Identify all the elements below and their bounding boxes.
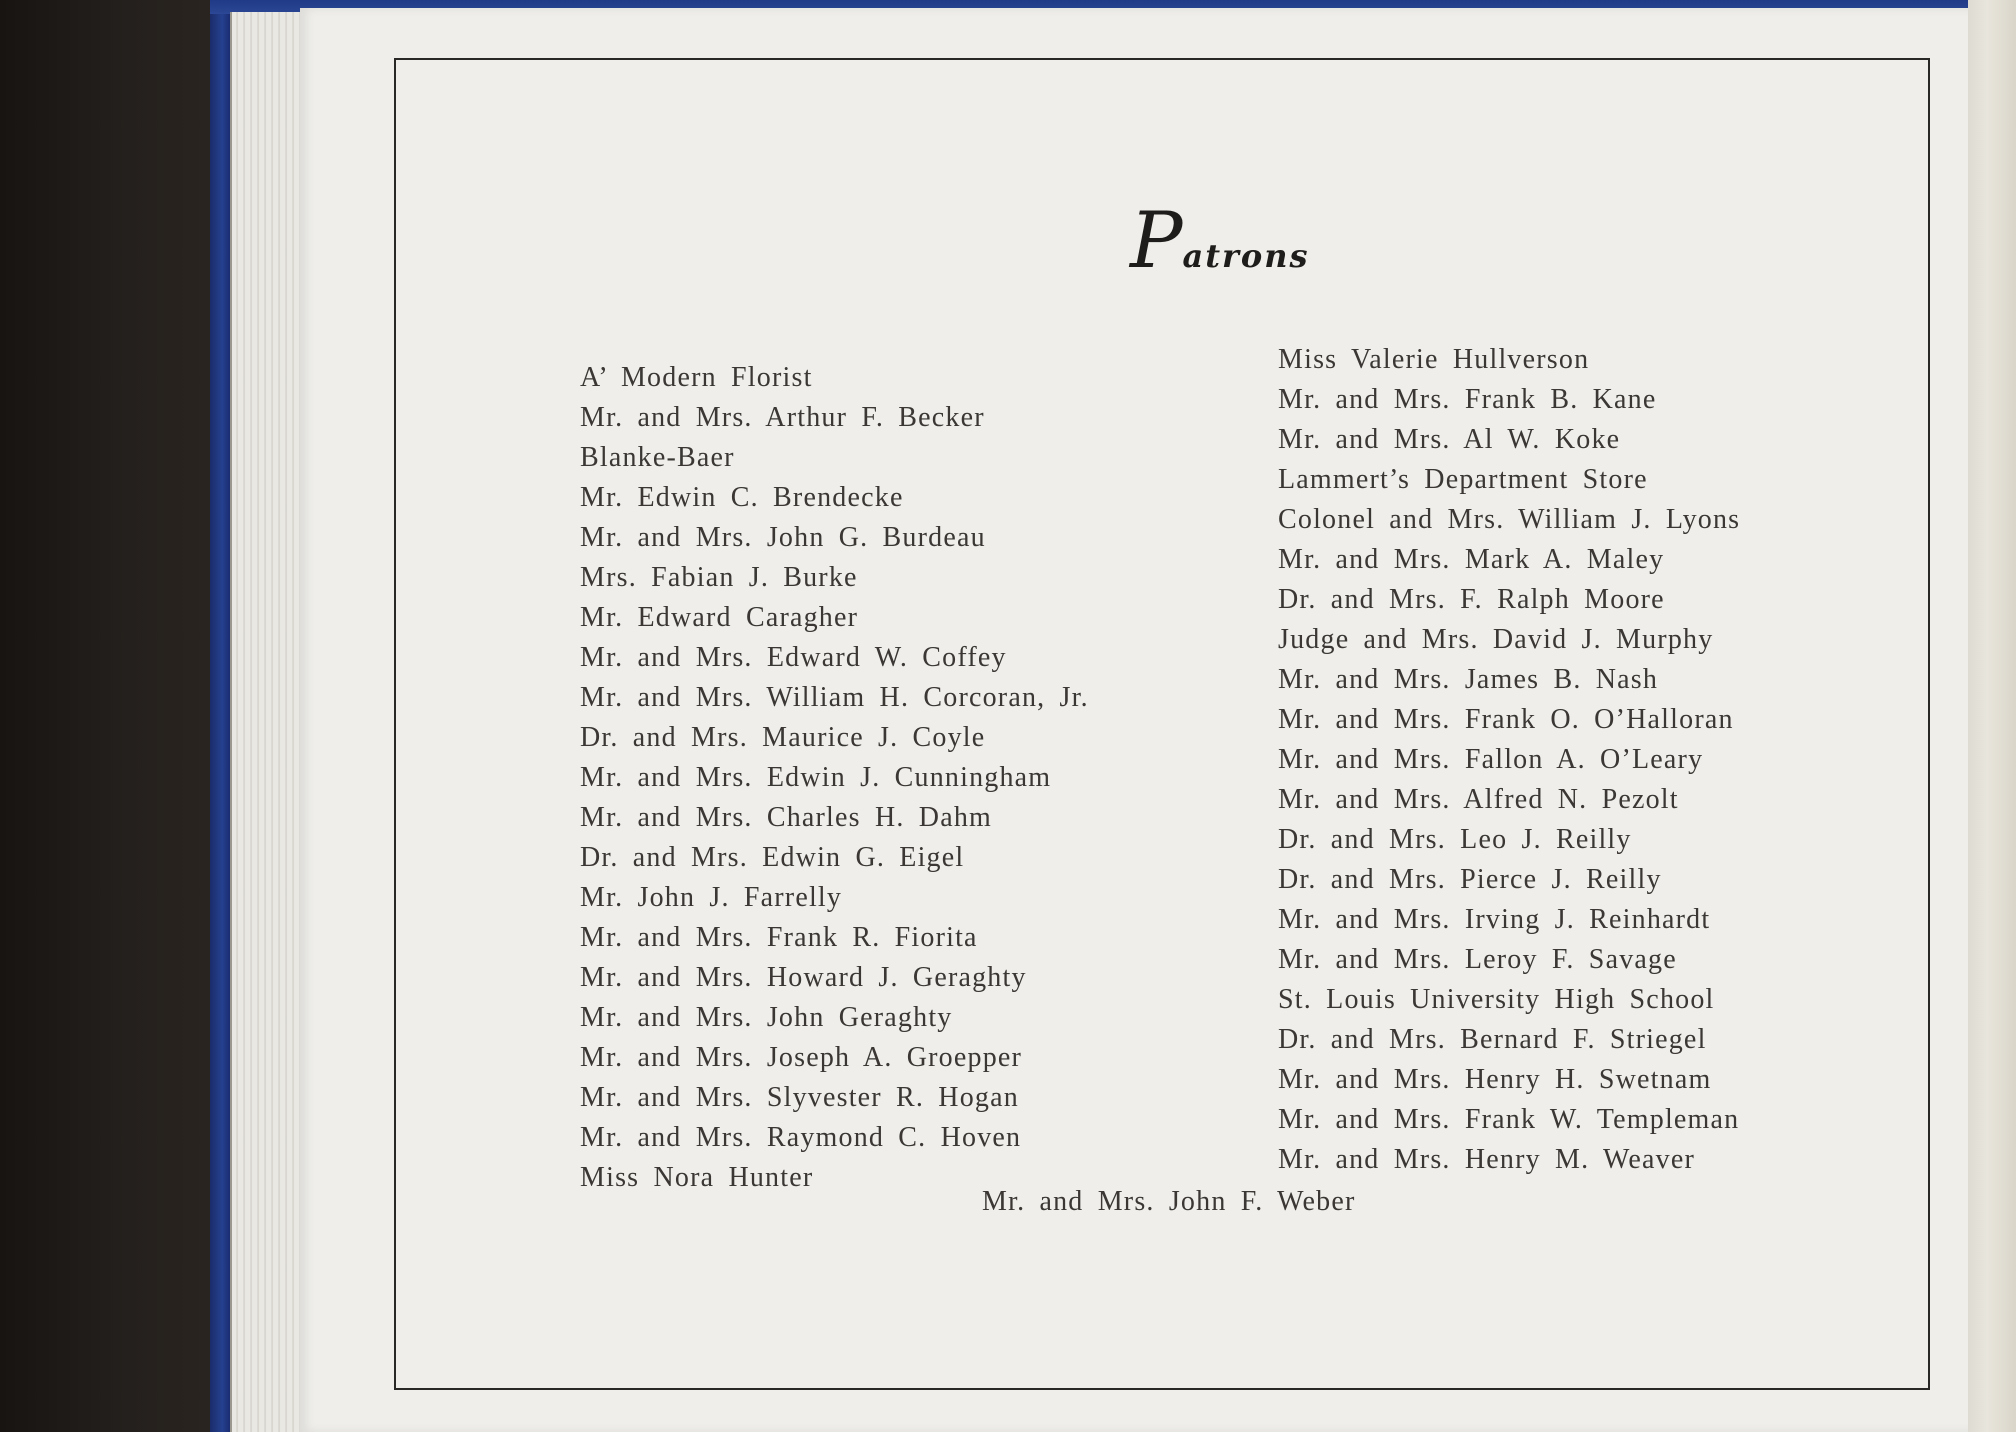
patron-entry: Miss Nora Hunter bbox=[580, 1162, 814, 1193]
final-patron-entry: Mr. and Mrs. John F. Weber bbox=[982, 1186, 1356, 1217]
patron-entry: Mr. and Mrs. Al W. Koke bbox=[1278, 424, 1621, 455]
patron-entry: Mr. and Mrs. William H. Corcoran, Jr. bbox=[580, 682, 1089, 713]
patron-entry: Mr. and Mrs. Howard J. Geraghty bbox=[580, 962, 1027, 993]
patron-entry: Dr. and Mrs. Pierce J. Reilly bbox=[1278, 864, 1662, 895]
patron-entry: Mr. and Mrs. Slyvester R. Hogan bbox=[580, 1082, 1019, 1113]
patron-entry: Mr. and Mrs. John G. Burdeau bbox=[580, 522, 986, 553]
patron-entry: A’ Modern Florist bbox=[580, 362, 813, 393]
patron-entry: Mr. Edwin C. Brendecke bbox=[580, 482, 904, 513]
patron-entry: Lammert’s Department Store bbox=[1278, 464, 1648, 495]
patron-entry: Mr. and Mrs. Frank W. Templeman bbox=[1278, 1104, 1740, 1135]
patron-entry: Mr. and Mrs. Henry M. Weaver bbox=[1278, 1144, 1695, 1175]
right-page-edge bbox=[1968, 0, 2016, 1432]
patron-entry: Dr. and Mrs. Bernard F. Striegel bbox=[1278, 1024, 1707, 1055]
patron-entry: Dr. and Mrs. Leo J. Reilly bbox=[1278, 824, 1632, 855]
patron-entry: Mr. and Mrs. Frank B. Kane bbox=[1278, 384, 1657, 415]
patron-entry: Mr. and Mrs. Mark A. Maley bbox=[1278, 544, 1665, 575]
book-cover-edge bbox=[210, 0, 232, 1432]
patron-entry: Mr. and Mrs. James B. Nash bbox=[1278, 664, 1659, 695]
patron-entry: Mr. and Mrs. Arthur F. Becker bbox=[580, 402, 985, 433]
dark-background bbox=[0, 0, 212, 1432]
patron-entry: Mr. and Mrs. Henry H. Swetnam bbox=[1278, 1064, 1712, 1095]
patron-list-left bbox=[580, 358, 1089, 1198]
patron-entry: Mrs. Fabian J. Burke bbox=[580, 562, 858, 593]
patron-entry: Dr. and Mrs. Edwin G. Eigel bbox=[580, 842, 965, 873]
patron-entry: Mr. and Mrs. Leroy F. Savage bbox=[1278, 944, 1677, 975]
title-initial: P bbox=[1130, 196, 1183, 286]
patron-entry: Mr. and Mrs. Frank O. O’Halloran bbox=[1278, 704, 1734, 735]
patron-entry: Judge and Mrs. David J. Murphy bbox=[1278, 624, 1714, 655]
patron-entry: Mr. and Mrs. Raymond C. Hoven bbox=[580, 1122, 1022, 1153]
title-rest: atrons bbox=[1182, 237, 1310, 275]
patron-entry: Mr. and Mrs. Edwin J. Cunningham bbox=[580, 762, 1052, 793]
patron-entry: Dr. and Mrs. Maurice J. Coyle bbox=[580, 722, 986, 753]
patron-entry: Miss Valerie Hullverson bbox=[1278, 344, 1590, 375]
patron-entry: Mr. and Mrs. Irving J. Reinhardt bbox=[1278, 904, 1711, 935]
patron-entry: Mr. Edward Caragher bbox=[580, 602, 859, 633]
patron-entry: Mr. and Mrs. Frank R. Fiorita bbox=[580, 922, 978, 953]
patron-entry: Colonel and Mrs. William J. Lyons bbox=[1278, 504, 1741, 535]
patron-entry: Dr. and Mrs. F. Ralph Moore bbox=[1278, 584, 1665, 615]
patron-list-right bbox=[1278, 340, 1740, 1180]
patron-entry: St. Louis University High School bbox=[1278, 984, 1715, 1015]
patron-entry: Mr. and Mrs. Edward W. Coffey bbox=[580, 642, 1007, 673]
patron-entry: Blanke-Baer bbox=[580, 442, 735, 473]
patron-entry: Mr. and Mrs. Charles H. Dahm bbox=[580, 802, 993, 833]
patron-entry: Mr. and Mrs. Joseph A. Groepper bbox=[580, 1042, 1023, 1073]
patron-entry: Mr. and Mrs. John Geraghty bbox=[580, 1002, 953, 1033]
page-title bbox=[1130, 196, 1309, 286]
patron-entry: Mr. John J. Farrelly bbox=[580, 882, 843, 913]
patron-entry: Mr. and Mrs. Fallon A. O’Leary bbox=[1278, 744, 1704, 775]
patron-entry: Mr. and Mrs. Alfred N. Pezolt bbox=[1278, 784, 1679, 815]
